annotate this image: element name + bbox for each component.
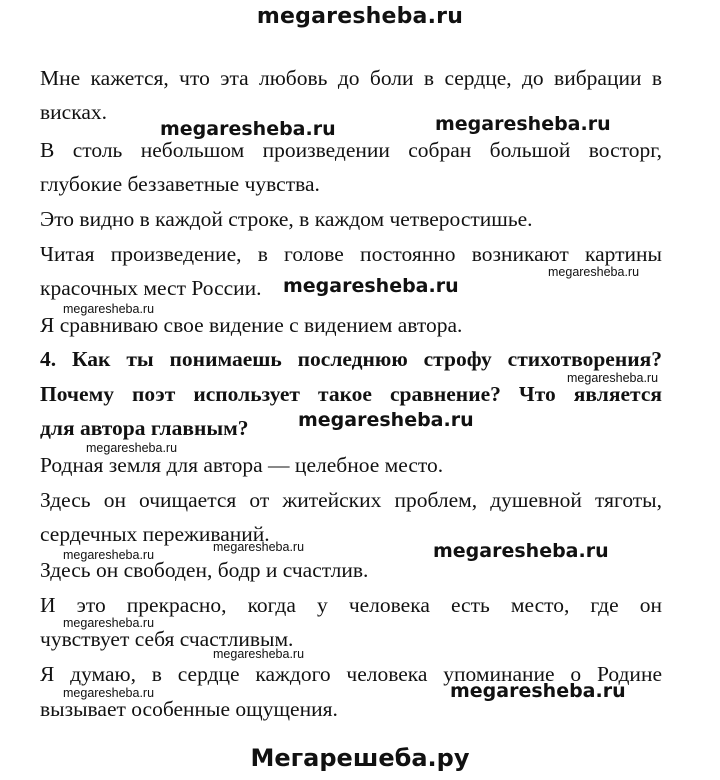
text-line: Здесь он очищается от житейских проблем, душевной тяготы, xyxy=(40,488,662,512)
watermark: megaresheba.ru xyxy=(86,441,178,455)
watermark: megaresheba.ru xyxy=(298,409,474,431)
text-line: чувствует себя счастливым. xyxy=(40,627,294,651)
text-line: сердечных переживаний. xyxy=(40,522,270,546)
watermark: megaresheba.ru xyxy=(63,548,155,562)
watermark: megaresheba.ru xyxy=(160,118,336,140)
text-line: Родная земля для автора — целебное место. xyxy=(40,453,444,477)
text-line: Читая произведение, в голове постоянно возникают картины xyxy=(40,242,662,266)
text-line: Мне кажется, что эта любовь до боли в сердце, до вибрации в xyxy=(40,66,662,90)
text-line: висках. xyxy=(40,100,107,124)
question-line: 4. Как ты понимаешь последнюю строфу стихотворения? xyxy=(40,347,662,371)
watermark: megaresheba.ru xyxy=(548,265,640,279)
watermark: megaresheba.ru xyxy=(63,302,155,316)
text-line: Здесь он свободен, бодр и счастлив. xyxy=(40,558,369,582)
watermark: megaresheba.ru xyxy=(435,113,611,135)
text-line: вызывает особенные ощущения. xyxy=(40,697,338,721)
question-line: для автора главным? xyxy=(40,416,249,440)
text-line: глубокие беззаветные чувства. xyxy=(40,172,320,196)
watermark: megaresheba.ru xyxy=(450,680,626,702)
text-line: красочных мест России. xyxy=(40,276,262,300)
text-line: В столь небольшом произведении собран большой восторг, xyxy=(40,138,662,162)
text-line: И это прекрасно, когда у человека есть место, где он xyxy=(40,593,662,617)
watermark: megaresheba.ru xyxy=(63,616,155,630)
text-line: Это видно в каждой строке, в каждом четверостишье. xyxy=(40,207,533,231)
watermark: megaresheba.ru xyxy=(283,275,459,297)
question-line: Почему поэт использует такое сравнение? Что является xyxy=(40,382,662,406)
site-footer: Мегарешеба.ру xyxy=(250,744,470,772)
text-line: Я сравниваю свое видение с видением автора. xyxy=(40,313,463,337)
site-header: megaresheba.ru xyxy=(256,4,464,29)
watermark: megaresheba.ru xyxy=(213,540,305,554)
watermark: megaresheba.ru xyxy=(213,647,305,661)
watermark: megaresheba.ru xyxy=(433,540,609,562)
watermark: megaresheba.ru xyxy=(567,371,659,385)
text-line: Я думаю, в сердце каждого человека упоминание о Родине xyxy=(40,662,662,686)
watermark: megaresheba.ru xyxy=(63,686,155,700)
